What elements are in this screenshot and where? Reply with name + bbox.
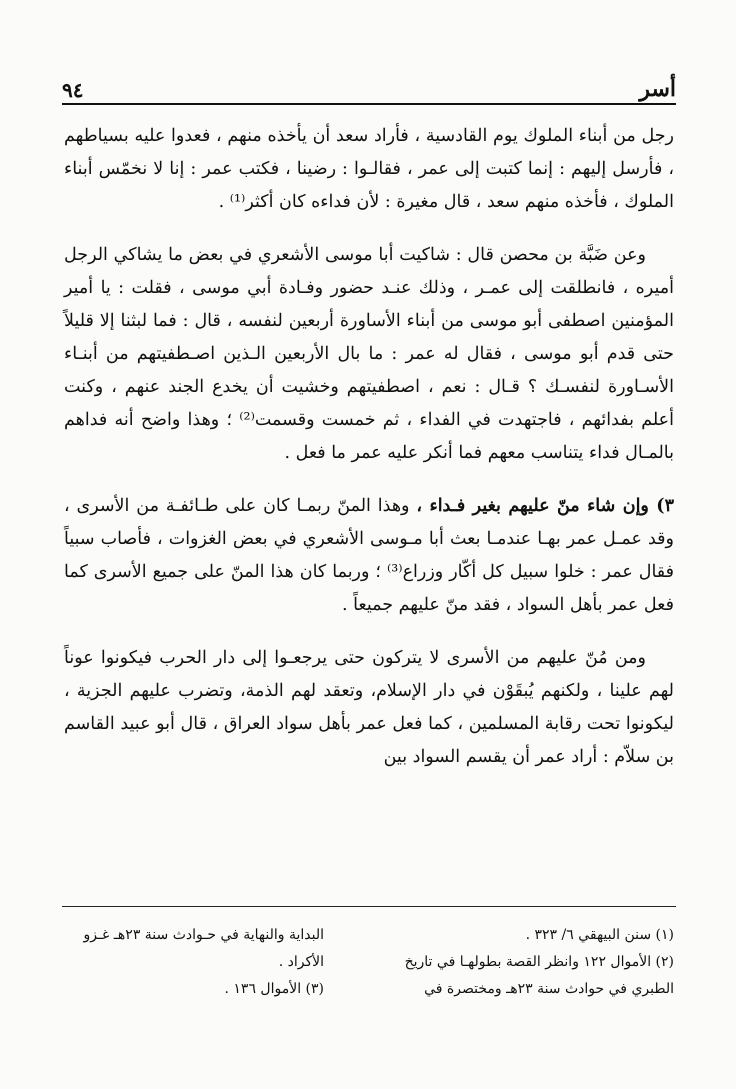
paragraph-4: ومن مُنّ عليهم من الأسرى لا يتركون حتى يرجعـوا إلى دار الحرب فيكونوا عوناً لهم علينا ، ولكنهم يُبقَوْن في دار الإسلام، وتعقد لهم الذمة، وتضرب عليهم الجزية ، ليكونوا تحت رقابة المسلمين ، كما فعل عمر بأهل سواد العراق ، قال أبو عبيد القاسم بن سلاّم : أراد عمر أن يقسم السواد بين	[64, 648, 674, 767]
footnote-1: (١) سنن البيهقي ٦/ ٣٢٣ .	[525, 927, 674, 943]
header-rule	[62, 103, 676, 105]
footnote-2-line-2: الطبري في حوادث سنة ٢٣هـ ومختصرة في	[424, 981, 674, 997]
point-3-heading: ٣) وإن شاء منّ عليهم بغير فـداء ،	[416, 496, 674, 516]
footnotes-right-column	[364, 922, 674, 1003]
paragraph-1: رجل من أبناء الملوك يوم القادسية ، فأراد سعد أن يأخذه منهم ، فعدوا عليه بسياطهم ، فأرسل إليهم : إنما كتبت إلى عمر ، فقالـوا : رضينا ، فكتب عمر : إنا لا نخمّس أبناء الملوك ، فأخذه منهم سعد ، قال مغيرة : لأن فداءه كان أكثر⁽¹⁾ .	[64, 126, 674, 212]
paragraph-2: وعن ضَبَّة بن محصن قال : شاكيت أبا موسى الأشعري في بعض ما يشاكي الرجل أميره ، فانطلقت إلى عمـر ، وذلك عنـد حضور وفـادة أبي موسى ، فقلت : يا أمير المؤمنين اصطفى أبو موسى من أبناء الأساورة أربعين لنفسه ، قال : فما لبثنا إلا قليلاً حتى قدم أبو موسى ، فقال له عمر : ما بال الأربعين الـذين اصـطفيتهم من أبنـاء الأسـاورة لنفسـك ؟ قـال : نعم ، اصطفيتهم وخشيت أن يخدع الجند عنهم ، وكنت أعلم بفدائهم ، فاجتهدت في الفداء ، ثم خمست وقسمت⁽²⁾ ؛ وهذا واضح أنه فداهم بالمـال فداء يتناسب معهم فما أنكر عليه عمر ما فعل .	[64, 245, 674, 463]
footnote-3: (٣) الأموال ١٣٦ .	[224, 981, 324, 997]
footnote-rule	[62, 906, 676, 907]
footnotes	[62, 922, 674, 1003]
main-text	[64, 120, 674, 774]
page-number: ٩٤	[62, 78, 84, 102]
page-header	[62, 72, 676, 102]
running-head: أسر	[639, 76, 676, 102]
footnotes-left-column	[62, 922, 324, 1003]
footnote-2-line-4: الأكراد .	[278, 954, 324, 970]
footnote-2-line-1: (٢) الأموال ١٢٢ وانظر القصة بطولهـا في تاريخ	[404, 954, 674, 970]
paragraph-3-text: وهذا المنّ ربمـا كان على طـائفـة من الأسرى ، وقد عمـل عمر بهـا عندمـا بعث أبا مـوسى الأشعري في بعض الغزوات ، فأصاب سبياً فقال عمر : خلوا سبيل كل أكّار وزراع⁽³⁾ ؛ وربما كان هذا المنّ على جميع الأسرى كما فعل عمر بأهل السواد ، فقد منّ عليهم جميعاً .	[64, 496, 675, 615]
paragraph-3	[64, 490, 674, 622]
footnote-2-line-3: البداية والنهاية في حـوادث سنة ٢٣هـ غـزو	[83, 927, 324, 943]
